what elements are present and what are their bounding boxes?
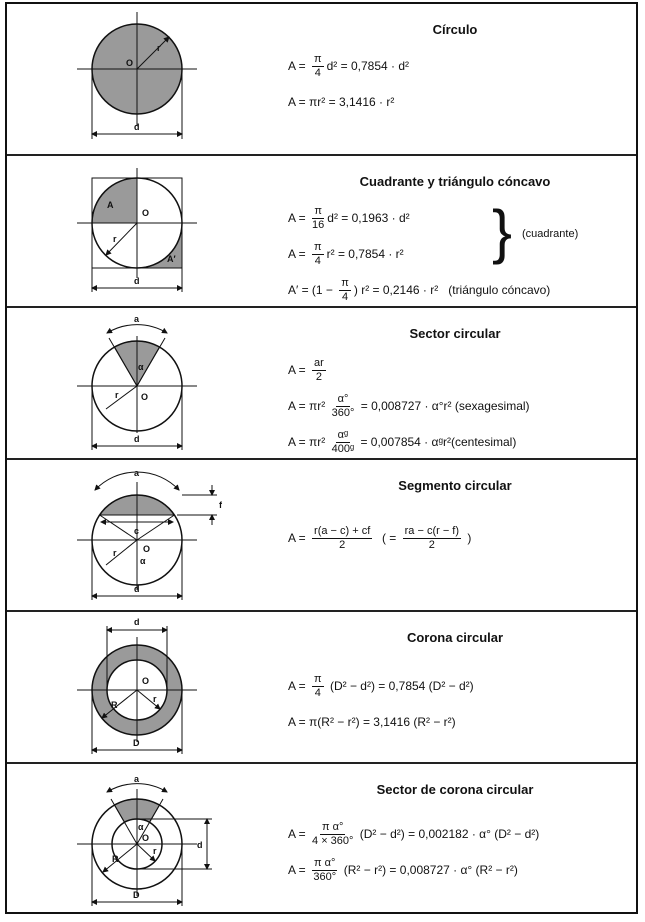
diagram-label: c [134,526,140,536]
denominator: 360° [313,870,337,883]
fraction [403,525,461,552]
denominator: 400ᵍ [331,442,355,455]
formula-text: d² = 0,1963 · d² [327,211,410,225]
formula-text: A = [288,827,310,841]
denominator: 4 [342,290,349,303]
formula-text: A = [288,247,310,261]
formula [288,668,628,704]
diagram-label: r [153,846,157,856]
diagram-label: a [134,468,140,478]
numerator: ra − c(r − f) [404,524,460,537]
diagram-label: O [142,833,150,843]
diagram-label: O [142,676,150,686]
formula-text: A = [288,679,310,693]
brace: } [492,198,513,265]
section-title: Sector circular [409,326,501,341]
fraction [332,429,355,456]
formula [288,816,628,852]
formula [288,424,628,460]
diagram-label: r [115,390,119,400]
formula-text: A = [288,211,310,225]
section-title: Corona circular [406,630,504,645]
diagram-label: D [133,890,140,900]
diagram-label: d [134,617,140,627]
section-annulus-sector [7,764,636,916]
formula-text: (D² − d²) = 0,002182 · α° (D² − d²) [356,827,540,841]
fraction [312,857,337,884]
numerator: π [314,204,322,217]
segment-diagram [7,460,272,610]
section-title: Círculo [432,22,478,37]
section-title: Cuadrante y triángulo cóncavo [359,174,551,189]
fraction [312,53,324,80]
diagram-label: r [157,43,161,53]
fraction [312,525,372,552]
denominator: 4 [314,686,321,699]
diagram-label: a [134,314,140,324]
denominator: 16 [312,218,325,231]
numerator: α° [337,392,349,405]
numerator: π [341,276,349,289]
fraction [312,241,324,268]
fraction [332,393,355,420]
diagram-label: d [134,584,140,594]
formula [288,236,628,272]
numerator: π [314,672,322,685]
formula [288,388,628,424]
fraction [339,277,351,304]
quadrant-note: (cuadrante) [522,228,579,240]
formula [288,272,628,308]
numerator: π α° [314,856,336,869]
diagram-label: d [134,276,140,286]
denominator: 2 [315,370,322,383]
formula [288,48,628,84]
diagram-label: O [142,208,150,218]
fraction [312,673,324,700]
sector-diagram [7,308,272,458]
diagram-label: D [133,738,140,748]
diagram-label: α [138,822,144,832]
diagram-label: a [134,774,140,784]
area-formulas-sheet [5,2,638,914]
section-annulus [7,612,636,764]
diagram-label: r [113,234,117,244]
circle-diagram [7,4,272,154]
formula-text: A = [288,531,310,545]
fraction [312,357,326,384]
diagram-label: A [107,200,114,210]
section-quadrant [7,156,636,308]
fraction [312,205,324,232]
section-circular-segment [7,460,636,612]
diagram-label: R [112,854,119,864]
numerator: r(a − c) + cf [314,524,371,537]
denominator: 2 [428,538,435,551]
formula-text: = 0,007854 · αᵍr²(centesimal) [357,435,517,449]
numerator: π α° [322,820,344,833]
formula-text: A′ = (1 − [288,283,337,297]
numerator: ar [314,356,324,369]
formula-text: A = πr² = 3,1416 · r² [288,95,395,109]
formula-text: ) [464,531,472,545]
section-circle [7,4,636,156]
formula-text: (D² − d²) = 0,7854 (D² − d²) [326,679,474,693]
numerator: αᵍ [337,428,349,441]
diagram-label: O [126,58,134,68]
formula-text: A = π(R² − r²) = 3,1416 (R² − r²) [288,715,456,729]
formula [288,84,628,120]
diagram-label: r [113,548,117,558]
formula-text: A = [288,59,310,73]
denominator: 4 [314,254,321,267]
denominator: 2 [339,538,346,551]
formula-text: r² = 0,7854 · r² [326,247,404,261]
diagram-label: r [153,694,157,704]
formula-text: A = πr² [288,399,329,413]
diagram-label: A′ [167,254,176,264]
diagram-label: d [197,840,203,850]
denominator: 4 × 360° [312,834,354,847]
denominator: 4 [314,66,321,79]
formula [288,704,628,740]
numerator: π [314,52,322,65]
formula-text: ( = [375,531,400,545]
formula-text: d² = 0,7854 · d² [326,59,410,73]
section-circular-sector [7,308,636,460]
formula-text: A = πr² [288,435,329,449]
formula-text: A = [288,363,310,377]
diagram-label: α [140,556,146,566]
section-title: Segmento circular [398,478,512,493]
diagram-label: f [219,500,222,510]
formula [288,520,628,556]
annulus-sector-diagram [7,764,272,914]
quadrant-diagram [7,156,272,306]
diagram-label: α [138,362,144,372]
diagram-label: O [141,392,149,402]
annulus-diagram [7,612,272,762]
formula [288,352,628,388]
formula [288,852,628,888]
diagram-label: R [111,700,118,710]
diagram-label: O [143,544,151,554]
formula-text: A = [288,863,310,877]
section-title: Sector de corona circular [376,782,534,797]
diagram-label: d [134,434,140,444]
fraction [312,821,353,848]
diagram-label: d [134,122,140,132]
denominator: 360° [331,406,355,419]
formula-text: = 0,008727 · α°r² (sexagesimal) [357,399,530,413]
numerator: π [314,240,322,253]
formula-text: ) r² = 0,2146 · r² (triángulo cóncavo) [353,283,551,297]
formula-text: (R² − r²) = 0,008727 · α° (R² − r²) [340,863,518,877]
